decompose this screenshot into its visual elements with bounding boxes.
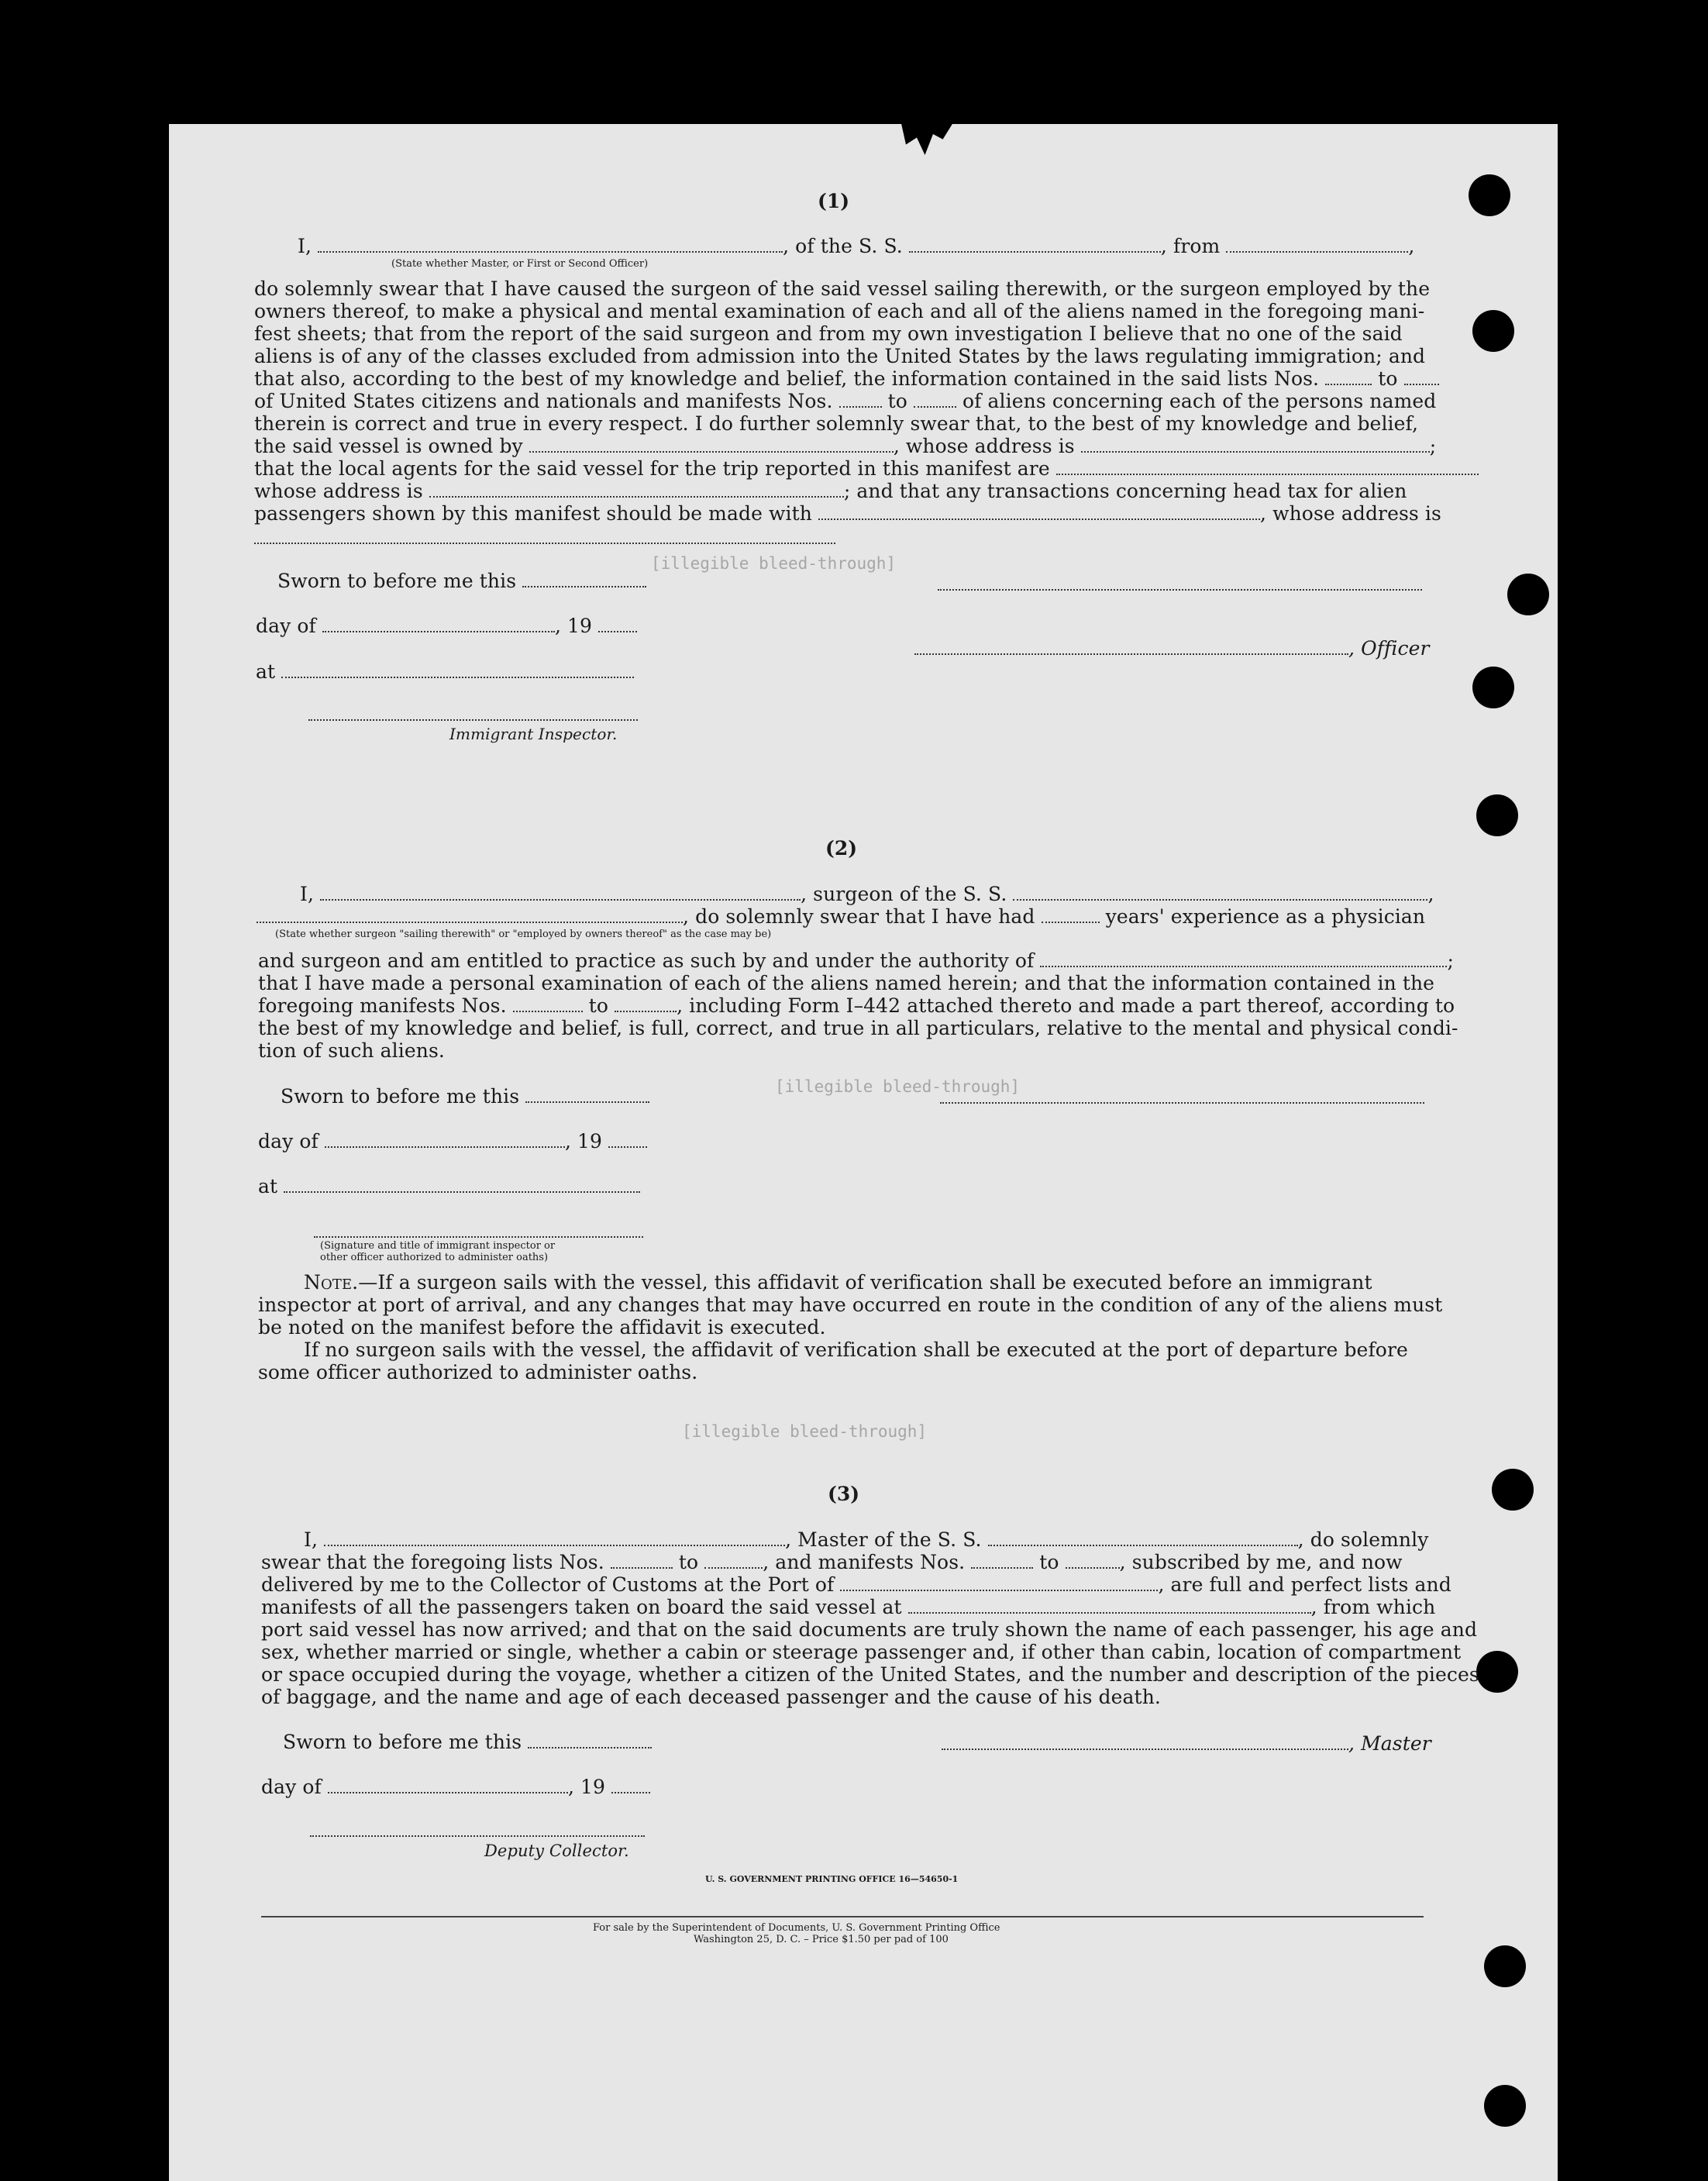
sale-notice-1: For sale by the Superintendent of Documents, U. S. Government Printing Office [593, 1922, 1000, 1934]
s2-manifests-from-field[interactable] [513, 997, 583, 1012]
s2-note-1 [304, 1271, 1372, 1294]
s2-manifests-to-field[interactable] [615, 997, 677, 1012]
s2-text: to [588, 994, 609, 1017]
s2-text: , 19 [564, 1130, 603, 1153]
punch-hole [1472, 667, 1514, 708]
s2-text: , do solemnly swear that I have had [683, 905, 1035, 928]
s1-line-4: fest sheets; that from the report of the said surgeon and from my own investigation I believe that no one of the said [254, 322, 1403, 345]
s2-text: foregoing manifests Nos. [258, 994, 507, 1017]
s2-note-4: If no surgeon sails with the vessel, the affidavit of verification shall be executed at the port of departure before [304, 1339, 1408, 1361]
s2-line-3 [258, 949, 1454, 973]
s2-line-7: tion of such aliens. [258, 1039, 445, 1062]
s2-year-field[interactable] [608, 1132, 647, 1148]
s3-line-7: or space occupied during the voyage, whether a citizen of the United States, and the number and description of the pieces [261, 1663, 1479, 1686]
s1-text: I, [298, 235, 312, 257]
punch-hole [1507, 574, 1549, 615]
s2-note-5: some officer authorized to administer oaths. [258, 1361, 698, 1383]
section-1-number: (1) [818, 190, 850, 212]
s3-text: to [678, 1551, 699, 1573]
master-name-field[interactable] [324, 1531, 785, 1546]
s2-text: , surgeon of the S. S. [801, 883, 1007, 905]
s2-line-1 [300, 883, 1434, 906]
punch-hole [1476, 794, 1518, 836]
s1-text: day of [256, 615, 316, 637]
s1-line-2: do solemnly swear that I have caused the surgeon of the said vessel sailing therewith, or the surgeon employed by the [254, 277, 1431, 300]
s3-sworn [283, 1731, 652, 1754]
s3-line-5: port said vessel has now arrived; and that on the said documents are truly shown the name of each passenger, his age and [261, 1618, 1478, 1641]
lists-to-field[interactable] [1404, 370, 1439, 385]
manifests-from-field[interactable] [839, 392, 882, 408]
port-of-embarkation-field[interactable] [908, 1598, 1311, 1614]
s3-master-line [942, 1732, 1431, 1755]
years-experience-field[interactable] [1042, 908, 1100, 923]
s1-year-field[interactable] [598, 617, 637, 632]
s2-text: ; [1447, 949, 1454, 972]
s2-text: , [1427, 883, 1434, 905]
s1-line-11 [254, 480, 1407, 503]
s1-text: , of the S. S. [783, 235, 903, 257]
s2-text: day of [258, 1130, 319, 1153]
officer-rank-field[interactable] [318, 237, 783, 253]
s1-text: of aliens concerning each of the persons named [962, 390, 1437, 412]
officer-label: , Officer [1348, 637, 1430, 660]
s2-day [258, 1130, 647, 1153]
s1-text: passengers shown by this manifest should be made with [254, 502, 812, 525]
bleed-through-text: [illegible bleed-through] [651, 554, 897, 573]
s3-manifests-to-field[interactable] [1066, 1553, 1120, 1569]
surgeon-status-note: (State whether surgeon "sailing therewith" or "employed by owners thereof" as the case may be) [275, 929, 772, 940]
s1-place-field[interactable] [281, 663, 634, 678]
s1-sworn-date-field[interactable] [522, 572, 646, 587]
s2-sworn-date-field[interactable] [525, 1087, 649, 1103]
immigrant-inspector-label: Immigrant Inspector. [449, 725, 618, 743]
s1-text: whose address is [254, 480, 423, 502]
s2-text: at [258, 1175, 278, 1197]
vessel-name-field[interactable] [909, 237, 1161, 253]
s3-text: , Master of the S. S. [785, 1528, 982, 1551]
master-signature-field[interactable] [942, 1735, 1348, 1750]
s1-text: , [1408, 235, 1415, 257]
s3-day [261, 1776, 650, 1799]
s1-text: , 19 [554, 615, 593, 637]
s1-text: of United States citizens and nationals and manifests Nos. [254, 390, 833, 412]
s1-line-9 [254, 435, 1436, 458]
agents-address-field[interactable] [429, 482, 844, 498]
punch-hole [1484, 2085, 1526, 2127]
s1-text: to [1378, 367, 1398, 390]
gpo-imprint: U. S. GOVERNMENT PRINTING OFFICE 16—54650-1 [705, 1874, 959, 1884]
head-tax-address-field[interactable] [254, 543, 835, 544]
s3-line-2 [261, 1551, 1403, 1574]
s2-text: —If a surgeon sails with the vessel, this affidavit of verification shall be executed before an immigrant [358, 1271, 1372, 1294]
s2-sworn [281, 1085, 649, 1108]
s1-text: , whose address is [893, 435, 1075, 457]
s3-sworn-date-field[interactable] [528, 1733, 652, 1749]
owner-address-field[interactable] [1081, 437, 1430, 453]
s1-text: the said vessel is owned by [254, 435, 523, 457]
s2-signature-note-2: other officer authorized to administer oaths) [320, 1252, 549, 1263]
s3-line-3 [261, 1573, 1451, 1597]
s1-line-1 [298, 235, 1414, 258]
s3-text: , do solemnly [1297, 1528, 1429, 1551]
s2-text: years' experience as a physician [1105, 905, 1426, 928]
s1-text: , from [1160, 235, 1221, 257]
s3-lists-from-field[interactable] [611, 1553, 673, 1569]
owner-field[interactable] [529, 437, 894, 453]
s2-at [258, 1175, 640, 1198]
s3-day-field[interactable] [328, 1778, 568, 1793]
s2-line-6: the best of my knowledge and belief, is full, correct, and true in all particulars, relative to the mental and physical condi- [258, 1017, 1458, 1039]
s1-line-10 [254, 457, 1479, 481]
s1-text: ; and that any transactions concerning head tax for alien [843, 480, 1407, 502]
s1-officer-line [914, 637, 1430, 660]
s1-text: , whose address is [1260, 502, 1441, 525]
s1-text: ; [1429, 435, 1437, 457]
s1-text: at [256, 660, 276, 683]
s2-note-3: be noted on the manifest before the affidavit is executed. [258, 1316, 826, 1339]
s1-line-5: aliens is of any of the classes excluded from admission into the United States by the laws regulating immigration; and [254, 345, 1426, 367]
s3-text: , from which [1310, 1596, 1436, 1618]
s1-text: that also, according to the best of my knowledge and belief, the information contained in the said lists Nos. [254, 367, 1320, 390]
deputy-collector-signature[interactable] [310, 1835, 645, 1837]
s1-day [256, 615, 637, 638]
s1-day-field[interactable] [322, 617, 555, 632]
footer-rule [261, 1916, 1424, 1917]
s3-lists-to-field[interactable] [704, 1553, 763, 1569]
s3-text: manifests of all the passengers taken on board the said vessel at [261, 1596, 902, 1618]
punch-hole [1472, 310, 1514, 352]
s3-text: , 19 [567, 1776, 606, 1798]
s3-line-4 [261, 1596, 1435, 1619]
local-agents-field[interactable] [1056, 460, 1479, 475]
master-label: , Master [1348, 1732, 1431, 1755]
s2-text: and surgeon and am entitled to practice as such by and under the authority of [258, 949, 1035, 972]
s3-text: delivered by me to the Collector of Customs at the Port of [261, 1573, 835, 1596]
s3-text: , and manifests Nos. [763, 1551, 966, 1573]
s2-note-2: inspector at port of arrival, and any changes that may have occurred en route in the condition of any of the aliens must [258, 1294, 1443, 1316]
s1-line-7 [254, 390, 1436, 413]
s1-text: Sworn to before me this [277, 570, 517, 592]
s3-text: Sworn to before me this [283, 1731, 522, 1753]
section-2-number: (2) [825, 837, 858, 860]
s1-line-8: therein is correct and true in every respect. I do further solemnly swear that, to the best of my knowledge and belief, [254, 412, 1419, 435]
s2-text: Sworn to before me this [281, 1085, 520, 1108]
s2-line-5 [258, 994, 1455, 1018]
immigrant-inspector-signature[interactable] [308, 719, 638, 721]
s3-year-field[interactable] [611, 1778, 650, 1793]
s3-manifests-from-field[interactable] [971, 1553, 1033, 1569]
s2-line-4: that I have made a personal examination of each of the aliens named herein; and that the information contained in the [258, 972, 1435, 994]
authority-field[interactable] [1040, 952, 1447, 967]
s1-line-12 [254, 502, 1441, 525]
officer-rank-note: (State whether Master, or First or Second Officer) [391, 258, 649, 270]
punch-hole [1492, 1469, 1534, 1511]
bleed-through-text: [illegible bleed-through] [775, 1077, 1021, 1096]
s3-text: to [1039, 1551, 1059, 1573]
s3-line-8: of baggage, and the name and age of each deceased passenger and the cause of his death. [261, 1686, 1161, 1708]
s3-text: day of [261, 1776, 322, 1798]
s1-line-6 [254, 367, 1439, 391]
surgeon-status-field[interactable] [257, 908, 683, 923]
officer-signature-field[interactable] [914, 639, 1348, 655]
s1-signature-line[interactable] [938, 589, 1422, 591]
sale-notice-2: Washington 25, D. C. – Price $1.50 per pad of 100 [694, 1934, 949, 1945]
punch-hole [1484, 1945, 1526, 1987]
s3-text: , are full and perfect lists and [1158, 1573, 1451, 1596]
s3-text: , subscribed by me, and now [1119, 1551, 1403, 1573]
s3-text: I, [304, 1528, 319, 1551]
surgeon-name-field[interactable] [320, 885, 801, 901]
s3-vessel-field[interactable] [988, 1531, 1298, 1546]
s2-text: I, [300, 883, 315, 905]
section-3-number: (3) [828, 1483, 860, 1505]
bleed-through-text: [illegible bleed-through] [682, 1422, 928, 1441]
port-of-entry-field[interactable] [840, 1576, 1158, 1591]
port-from-field[interactable] [1226, 237, 1408, 253]
s2-line-2 [257, 905, 1425, 929]
s2-day-field[interactable] [325, 1132, 565, 1148]
s1-text: to [887, 390, 907, 412]
surgeon-signature-line[interactable] [940, 1102, 1424, 1104]
s3-text: swear that the foregoing lists Nos. [261, 1551, 604, 1573]
s2-vessel-field[interactable] [1013, 885, 1427, 901]
note-label: Note. [304, 1271, 359, 1294]
s3-line-6: sex, whether married or single, whether a cabin or steerage passenger and, if other than cabin, location of compartment [261, 1641, 1462, 1663]
punch-hole [1469, 174, 1510, 216]
punch-hole [1476, 1651, 1518, 1693]
head-tax-agent-field[interactable] [818, 505, 1260, 520]
s3-line-1 [304, 1528, 1428, 1552]
s1-at [256, 660, 634, 684]
s1-text: that the local agents for the said vessel for the trip reported in this manifest are [254, 457, 1050, 480]
s2-signature-note-1: (Signature and title of immigrant inspector or [320, 1240, 556, 1252]
s2-inspector-signature[interactable] [314, 1236, 643, 1238]
deputy-collector-label: Deputy Collector. [484, 1842, 629, 1860]
manifests-to-field[interactable] [914, 392, 956, 408]
s1-line-3: owners thereof, to make a physical and mental examination of each and all of the aliens named in the foregoing mani- [254, 300, 1425, 322]
s2-place-field[interactable] [284, 1177, 640, 1193]
s2-text: , including Form I–442 attached thereto and made a part thereof, according to [677, 994, 1455, 1017]
lists-from-field[interactable] [1325, 370, 1372, 385]
s1-sworn [277, 570, 646, 593]
